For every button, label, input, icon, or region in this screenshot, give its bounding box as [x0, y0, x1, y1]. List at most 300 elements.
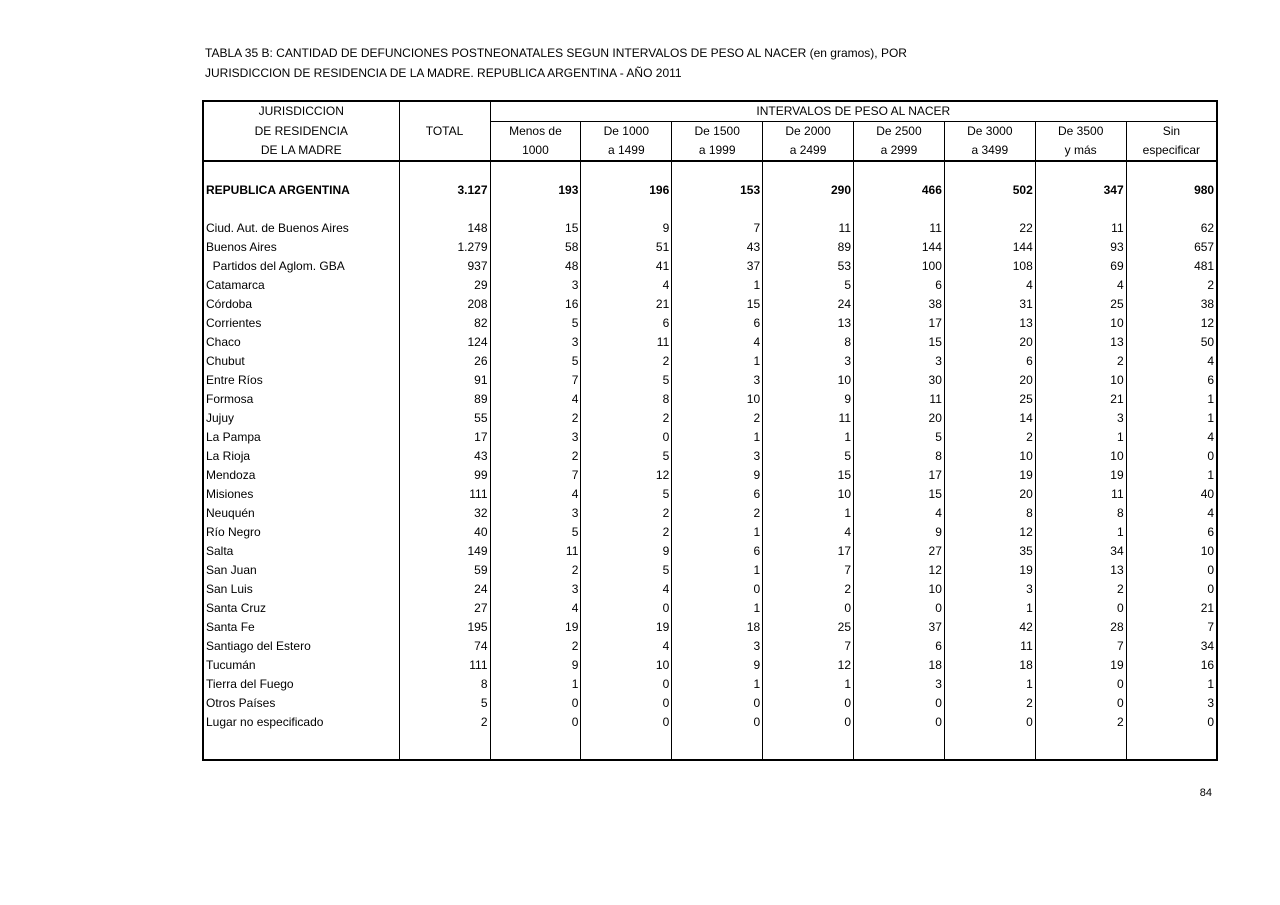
jurisdiccion-cell: Chaco — [203, 333, 399, 352]
table-row — [203, 675, 1217, 694]
interval-cell: 0 — [672, 713, 763, 732]
interval-cell: 0 — [1035, 599, 1126, 618]
interval-cell: 7 — [763, 637, 854, 656]
interval-cell: 11 — [763, 409, 854, 428]
interval-cell: 11 — [763, 219, 854, 238]
interval-cell: 6 — [672, 542, 763, 561]
interval-cell: 9 — [490, 656, 581, 675]
interval-cell: 5 — [581, 561, 672, 580]
jurisdiccion-cell: Río Negro — [203, 523, 399, 542]
jurisdiccion-cell: Santa Fe — [203, 618, 399, 637]
total-cell: 89 — [399, 390, 490, 409]
interval-cell: 2 — [1126, 276, 1217, 295]
interval-cell: 11 — [854, 219, 945, 238]
interval-cell: 6 — [1126, 523, 1217, 542]
interval-cell: 10 — [1035, 314, 1126, 333]
jurisdiccion-cell: La Pampa — [203, 428, 399, 447]
jurisdiccion-cell: Corrientes — [203, 314, 399, 333]
total-cell: 32 — [399, 504, 490, 523]
interval-cell: 69 — [1035, 257, 1126, 276]
jurisdiccion-cell: Salta — [203, 542, 399, 561]
jurisdiccion-cell: REPUBLICA ARGENTINA — [203, 181, 399, 200]
total-cell: 43 — [399, 447, 490, 466]
interval-cell: 3 — [490, 580, 581, 599]
interval-cell: 19 — [490, 618, 581, 637]
interval-cell: 481 — [1126, 257, 1217, 276]
interval-cell: 7 — [490, 371, 581, 390]
interval-cell: 62 — [1126, 219, 1217, 238]
jurisdiccion-cell: Mendoza — [203, 466, 399, 485]
interval-cell: 3 — [854, 352, 945, 371]
interval-cell: 144 — [944, 238, 1035, 257]
interval-cell: 466 — [854, 181, 945, 200]
header-col-4-b: a 2999 — [854, 141, 945, 161]
interval-cell: 144 — [854, 238, 945, 257]
interval-cell: 19 — [944, 561, 1035, 580]
interval-cell: 20 — [944, 371, 1035, 390]
interval-cell: 27 — [854, 542, 945, 561]
total-cell: 2 — [399, 713, 490, 732]
header-col-5-b: a 3499 — [944, 141, 1035, 161]
total-row — [203, 181, 1217, 200]
interval-cell: 38 — [1126, 295, 1217, 314]
table-row — [203, 637, 1217, 656]
interval-cell: 21 — [1126, 599, 1217, 618]
total-cell: 59 — [399, 561, 490, 580]
interval-cell: 10 — [763, 371, 854, 390]
header-col-6-a: De 3500 — [1035, 122, 1126, 142]
interval-cell: 7 — [1035, 637, 1126, 656]
table-row — [203, 276, 1217, 295]
interval-cell: 15 — [763, 466, 854, 485]
jurisdiccion-cell: Chubut — [203, 352, 399, 371]
header-total-top — [399, 101, 490, 122]
jurisdiccion-cell: La Rioja — [203, 447, 399, 466]
interval-cell: 3 — [672, 371, 763, 390]
interval-cell: 14 — [944, 409, 1035, 428]
table-row — [203, 713, 1217, 732]
interval-cell: 0 — [1126, 447, 1217, 466]
interval-cell: 9 — [581, 219, 672, 238]
table-row — [203, 485, 1217, 504]
interval-cell: 20 — [854, 409, 945, 428]
interval-cell: 1 — [672, 675, 763, 694]
interval-cell: 42 — [944, 618, 1035, 637]
spacer-cell — [672, 161, 763, 181]
table-row — [203, 428, 1217, 447]
jurisdiccion-cell: Tierra del Fuego — [203, 675, 399, 694]
spacer-cell — [854, 200, 945, 219]
interval-cell: 2 — [944, 428, 1035, 447]
interval-cell: 15 — [490, 219, 581, 238]
interval-cell: 38 — [854, 295, 945, 314]
interval-cell: 4 — [490, 485, 581, 504]
interval-cell: 5 — [490, 523, 581, 542]
interval-cell: 7 — [1126, 618, 1217, 637]
total-cell: 149 — [399, 542, 490, 561]
interval-cell: 0 — [763, 713, 854, 732]
interval-cell: 7 — [763, 561, 854, 580]
header-col-2-a: De 1500 — [672, 122, 763, 142]
table-row — [203, 580, 1217, 599]
interval-cell: 657 — [1126, 238, 1217, 257]
total-cell: 5 — [399, 694, 490, 713]
interval-cell: 2 — [672, 504, 763, 523]
interval-cell: 28 — [1035, 618, 1126, 637]
interval-cell: 9 — [581, 542, 672, 561]
interval-cell: 12 — [581, 466, 672, 485]
interval-cell: 1 — [944, 599, 1035, 618]
jurisdiccion-cell: Ciud. Aut. de Buenos Aires — [203, 219, 399, 238]
header-col-7-a: Sin — [1126, 122, 1217, 142]
interval-cell: 11 — [1035, 219, 1126, 238]
spacer-cell — [490, 200, 581, 219]
interval-cell: 30 — [854, 371, 945, 390]
total-cell: 195 — [399, 618, 490, 637]
jurisdiccion-cell: Entre Ríos — [203, 371, 399, 390]
interval-cell: 19 — [1035, 466, 1126, 485]
interval-cell: 5 — [490, 314, 581, 333]
interval-cell: 8 — [854, 447, 945, 466]
interval-cell: 2 — [490, 409, 581, 428]
total-cell: 208 — [399, 295, 490, 314]
total-cell: 17 — [399, 428, 490, 447]
interval-cell: 3 — [672, 447, 763, 466]
interval-cell: 13 — [763, 314, 854, 333]
interval-cell: 9 — [763, 390, 854, 409]
header-col-5-a: De 3000 — [944, 122, 1035, 142]
interval-cell: 1 — [763, 675, 854, 694]
total-cell: 8 — [399, 675, 490, 694]
interval-cell: 3 — [1035, 409, 1126, 428]
total-cell: 91 — [399, 371, 490, 390]
interval-cell: 25 — [1035, 295, 1126, 314]
interval-cell: 5 — [581, 485, 672, 504]
interval-cell: 12 — [854, 561, 945, 580]
interval-cell: 21 — [581, 295, 672, 314]
spacer-cell — [490, 732, 581, 760]
interval-cell: 0 — [1126, 580, 1217, 599]
spacer-cell — [672, 732, 763, 760]
interval-cell: 108 — [944, 257, 1035, 276]
interval-cell: 10 — [1035, 447, 1126, 466]
interval-cell: 1 — [490, 675, 581, 694]
interval-cell: 0 — [581, 428, 672, 447]
interval-cell: 31 — [944, 295, 1035, 314]
jurisdiccion-cell: San Juan — [203, 561, 399, 580]
interval-cell: 3 — [490, 504, 581, 523]
table-row — [203, 409, 1217, 428]
interval-cell: 15 — [854, 333, 945, 352]
jurisdiccion-cell: Lugar no especificado — [203, 713, 399, 732]
interval-cell: 3 — [763, 352, 854, 371]
interval-cell: 37 — [672, 257, 763, 276]
interval-cell: 37 — [854, 618, 945, 637]
interval-cell: 4 — [581, 637, 672, 656]
total-cell: 124 — [399, 333, 490, 352]
header-col-4-a: De 2500 — [854, 122, 945, 142]
table-row — [203, 599, 1217, 618]
table-row — [203, 238, 1217, 257]
header-row-3 — [203, 141, 1217, 161]
interval-cell: 1 — [944, 675, 1035, 694]
interval-cell: 11 — [581, 333, 672, 352]
interval-cell: 2 — [1035, 580, 1126, 599]
interval-cell: 4 — [1126, 352, 1217, 371]
table-row — [203, 694, 1217, 713]
spacer-cell — [1126, 200, 1217, 219]
interval-cell: 4 — [854, 504, 945, 523]
spacer-cell — [1126, 161, 1217, 181]
spacer-cell — [1035, 161, 1126, 181]
interval-cell: 2 — [581, 523, 672, 542]
header-jurisdiccion-3: DE LA MADRE — [203, 141, 399, 161]
spacer-cell — [944, 200, 1035, 219]
interval-cell: 34 — [1035, 542, 1126, 561]
data-table — [202, 100, 1218, 761]
interval-cell: 4 — [490, 599, 581, 618]
interval-cell: 5 — [854, 428, 945, 447]
interval-cell: 2 — [581, 409, 672, 428]
interval-cell: 2 — [490, 447, 581, 466]
total-cell: 74 — [399, 637, 490, 656]
jurisdiccion-cell: Partidos del Aglom. GBA — [203, 257, 399, 276]
total-cell: 1.279 — [399, 238, 490, 257]
total-cell: 937 — [399, 257, 490, 276]
interval-cell: 8 — [763, 333, 854, 352]
jurisdiccion-cell: Santiago del Estero — [203, 637, 399, 656]
interval-cell: 10 — [763, 485, 854, 504]
interval-cell: 3 — [490, 333, 581, 352]
header-col-0-b: 1000 — [490, 141, 581, 161]
interval-cell: 10 — [672, 390, 763, 409]
interval-cell: 13 — [1035, 333, 1126, 352]
table-row — [203, 466, 1217, 485]
header-row-1 — [203, 101, 1217, 122]
interval-cell: 10 — [581, 656, 672, 675]
header-col-3-a: De 2000 — [763, 122, 854, 142]
interval-cell: 18 — [854, 656, 945, 675]
interval-cell: 3 — [672, 637, 763, 656]
interval-cell: 0 — [581, 599, 672, 618]
interval-cell: 13 — [1035, 561, 1126, 580]
table-row — [203, 352, 1217, 371]
interval-cell: 9 — [672, 466, 763, 485]
interval-cell: 24 — [763, 295, 854, 314]
table-title-line-1: TABLA 35 B: CANTIDAD DE DEFUNCIONES POSTNEONATALES SEGUN INTERVALOS DE PESO AL NACER (en gramos), POR — [205, 46, 907, 60]
interval-cell: 7 — [490, 466, 581, 485]
interval-cell: 2 — [581, 352, 672, 371]
interval-cell: 20 — [944, 485, 1035, 504]
interval-cell: 0 — [1126, 713, 1217, 732]
total-cell: 82 — [399, 314, 490, 333]
interval-cell: 2 — [490, 637, 581, 656]
interval-cell: 0 — [944, 713, 1035, 732]
interval-cell: 11 — [490, 542, 581, 561]
table-row — [203, 257, 1217, 276]
interval-cell: 5 — [581, 371, 672, 390]
spacer-cell — [399, 200, 490, 219]
interval-cell: 1 — [1126, 390, 1217, 409]
table-row — [203, 542, 1217, 561]
interval-cell: 41 — [581, 257, 672, 276]
header-col-1-a: De 1000 — [581, 122, 672, 142]
interval-cell: 5 — [490, 352, 581, 371]
spacer-row — [203, 200, 1217, 219]
interval-cell: 1 — [672, 276, 763, 295]
total-cell: 29 — [399, 276, 490, 295]
header-col-3-b: a 2499 — [763, 141, 854, 161]
spacer-row — [203, 732, 1217, 760]
interval-cell: 11 — [854, 390, 945, 409]
table-row — [203, 295, 1217, 314]
interval-cell: 40 — [1126, 485, 1217, 504]
total-cell: 26 — [399, 352, 490, 371]
table-title-line-2: JURISDICCION DE RESIDENCIA DE LA MADRE. REPUBLICA ARGENTINA - AÑO 2011 — [205, 65, 682, 80]
interval-cell: 7 — [672, 219, 763, 238]
interval-cell: 0 — [490, 694, 581, 713]
interval-cell: 4 — [1035, 276, 1126, 295]
interval-cell: 10 — [944, 447, 1035, 466]
interval-cell: 2 — [581, 504, 672, 523]
spacer-cell — [854, 732, 945, 760]
interval-cell: 51 — [581, 238, 672, 257]
spacer-cell — [490, 161, 581, 181]
interval-cell: 22 — [944, 219, 1035, 238]
interval-cell: 17 — [854, 466, 945, 485]
interval-cell: 15 — [854, 485, 945, 504]
interval-cell: 6 — [672, 314, 763, 333]
jurisdiccion-cell: Córdoba — [203, 295, 399, 314]
interval-cell: 980 — [1126, 181, 1217, 200]
interval-cell: 1 — [672, 428, 763, 447]
interval-cell: 6 — [672, 485, 763, 504]
interval-cell: 19 — [1035, 656, 1126, 675]
total-cell: 40 — [399, 523, 490, 542]
interval-cell: 12 — [1126, 314, 1217, 333]
table-row — [203, 371, 1217, 390]
interval-cell: 11 — [944, 637, 1035, 656]
spacer-cell — [944, 161, 1035, 181]
interval-cell: 3 — [490, 428, 581, 447]
total-cell: 111 — [399, 656, 490, 675]
interval-cell: 8 — [1035, 504, 1126, 523]
interval-cell: 0 — [854, 713, 945, 732]
spacer-cell — [581, 732, 672, 760]
interval-cell: 4 — [581, 276, 672, 295]
spacer-cell — [944, 732, 1035, 760]
interval-cell: 2 — [944, 694, 1035, 713]
spacer-cell — [581, 200, 672, 219]
interval-cell: 0 — [1126, 561, 1217, 580]
total-cell: 24 — [399, 580, 490, 599]
interval-cell: 4 — [490, 390, 581, 409]
spacer-cell — [203, 200, 399, 219]
interval-cell: 502 — [944, 181, 1035, 200]
spacer-cell — [763, 161, 854, 181]
interval-cell: 0 — [1035, 694, 1126, 713]
header-total-bottom — [399, 141, 490, 161]
interval-cell: 21 — [1035, 390, 1126, 409]
interval-cell: 0 — [581, 694, 672, 713]
interval-cell: 1 — [1126, 675, 1217, 694]
interval-cell: 0 — [854, 694, 945, 713]
interval-cell: 50 — [1126, 333, 1217, 352]
spacer-cell — [763, 732, 854, 760]
interval-cell: 43 — [672, 238, 763, 257]
interval-cell: 1 — [672, 352, 763, 371]
interval-cell: 11 — [1035, 485, 1126, 504]
spacer-cell — [399, 161, 490, 181]
interval-cell: 1 — [763, 504, 854, 523]
jurisdiccion-cell: Buenos Aires — [203, 238, 399, 257]
jurisdiccion-cell: San Luis — [203, 580, 399, 599]
interval-cell: 17 — [854, 314, 945, 333]
interval-cell: 19 — [944, 466, 1035, 485]
total-cell: 99 — [399, 466, 490, 485]
header-col-2-b: a 1999 — [672, 141, 763, 161]
interval-cell: 58 — [490, 238, 581, 257]
interval-cell: 1 — [1035, 428, 1126, 447]
interval-cell: 89 — [763, 238, 854, 257]
table-row — [203, 504, 1217, 523]
interval-cell: 4 — [672, 333, 763, 352]
interval-cell: 4 — [1126, 428, 1217, 447]
spacer-cell — [203, 161, 399, 181]
interval-cell: 6 — [581, 314, 672, 333]
spacer-cell — [1035, 732, 1126, 760]
interval-cell: 6 — [854, 637, 945, 656]
header-col-7-b: especificar — [1126, 141, 1217, 161]
interval-cell: 4 — [763, 523, 854, 542]
table-row — [203, 333, 1217, 352]
interval-cell: 0 — [763, 694, 854, 713]
interval-cell: 25 — [944, 390, 1035, 409]
jurisdiccion-cell: Neuquén — [203, 504, 399, 523]
interval-cell: 0 — [672, 580, 763, 599]
table-row — [203, 390, 1217, 409]
interval-cell: 13 — [944, 314, 1035, 333]
spacer-cell — [1126, 732, 1217, 760]
interval-cell: 0 — [1035, 675, 1126, 694]
header-row-2 — [203, 122, 1217, 142]
jurisdiccion-cell: Formosa — [203, 390, 399, 409]
interval-cell: 34 — [1126, 637, 1217, 656]
spacer-cell — [399, 732, 490, 760]
interval-cell: 1 — [672, 599, 763, 618]
interval-cell: 2 — [1035, 352, 1126, 371]
interval-cell: 4 — [1126, 504, 1217, 523]
interval-cell: 1 — [1126, 409, 1217, 428]
interval-cell: 196 — [581, 181, 672, 200]
interval-cell: 2 — [672, 409, 763, 428]
interval-cell: 2 — [763, 580, 854, 599]
interval-cell: 100 — [854, 257, 945, 276]
interval-cell: 3 — [490, 276, 581, 295]
total-cell: 27 — [399, 599, 490, 618]
total-cell: 148 — [399, 219, 490, 238]
spacer-cell — [672, 200, 763, 219]
interval-cell: 1 — [1035, 523, 1126, 542]
table-row — [203, 314, 1217, 333]
header-total: TOTAL — [399, 122, 490, 142]
interval-cell: 1 — [763, 428, 854, 447]
interval-cell: 347 — [1035, 181, 1126, 200]
interval-cell: 12 — [944, 523, 1035, 542]
interval-cell: 4 — [944, 276, 1035, 295]
interval-cell: 6 — [1126, 371, 1217, 390]
interval-cell: 4 — [581, 580, 672, 599]
